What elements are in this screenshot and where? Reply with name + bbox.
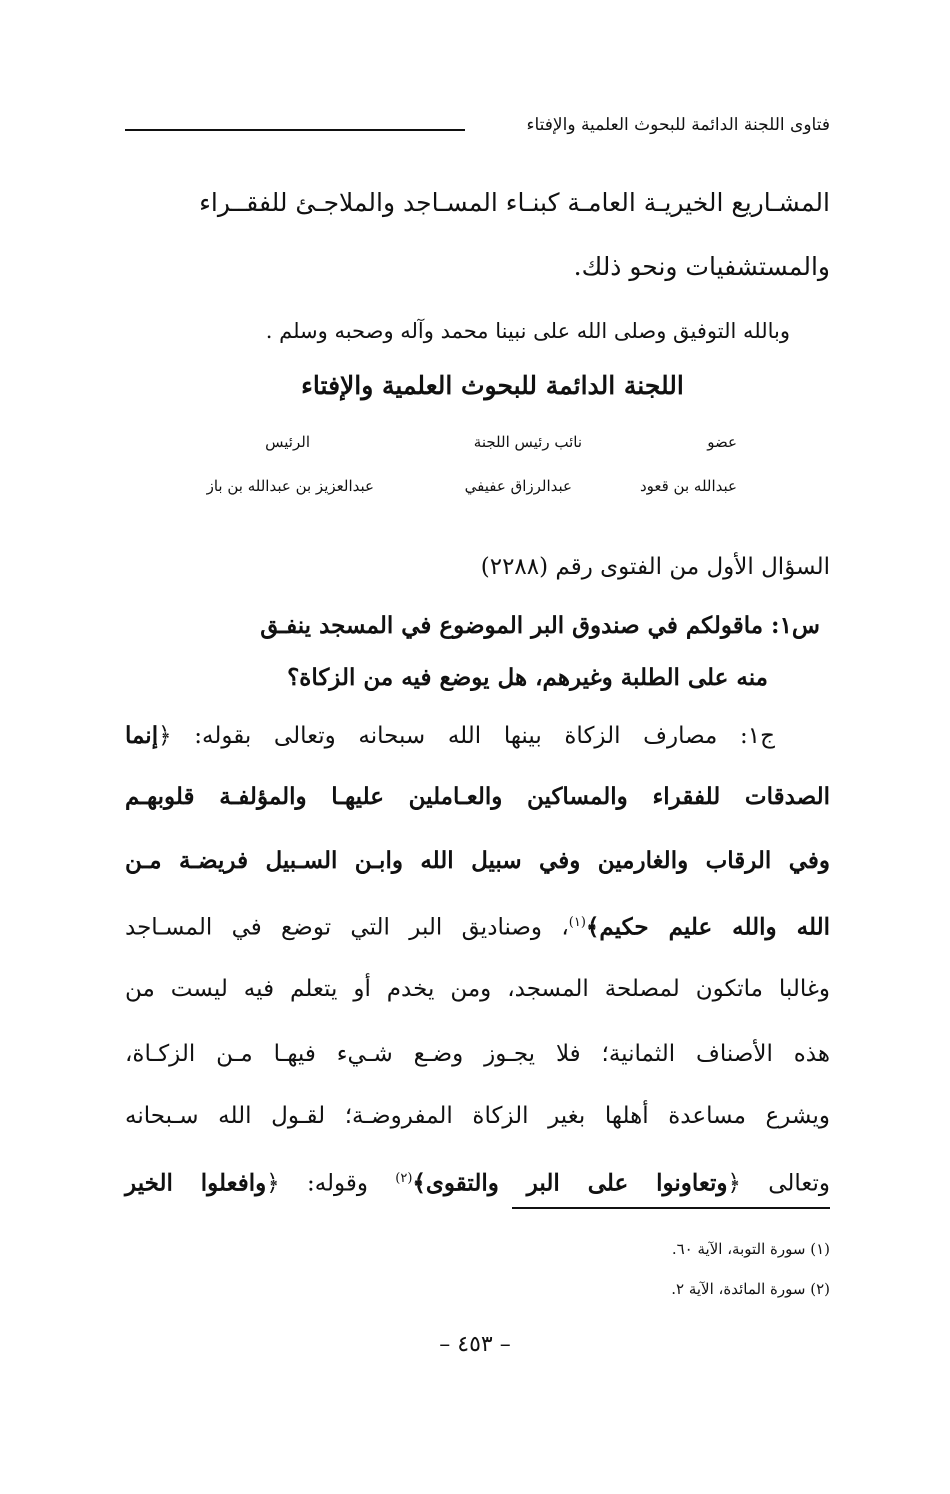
member-3-name: عبدالعزيز بن عبدالله بن باز [206,477,374,495]
answer-line-6: هذه الأصناف الثمانية؛ فلا يجـوز وضـع شـيء فيهـا مـن الزكـاة، [125,1041,830,1067]
body-line-1: المشـاريع الخيريـة العامـة كبنـاء المسـاجد والملاجـئ للفقــراء [199,188,830,217]
question-title: السؤال الأول من الفتوى رقم (٢٢٨٨) [480,554,830,580]
member-1-name: عبدالله بن قعود [639,477,737,495]
question-line-2: منه على الطلبة وغيرهم، هل يوضع فيه من الزكاة؟ [287,664,768,691]
member-2-name: عبدالرزاق عفيفي [464,477,572,495]
committee-name: اللجنة الدائمة للبحوث العلمية والإفتاء [301,371,684,400]
footnote-2: (٢) سورة المائدة، الآية ٢. [671,1280,830,1298]
footnote-1: (١) سورة التوبة، الآية ٦٠. [671,1240,830,1258]
answer-line-4: الله والله عليم حكيم﴾$^{(١)}$، وصناديق البر التي توضع في المسـاجد [125,913,830,941]
answer-line-2: الصدقات للفقراء والمساكين والعـاملين عليهـا والمؤلفـة قلوبهـم [125,783,830,810]
answer-line-8: وتعالى ﴿وتعاونوا على البر والتقوى﴾$^{(٢)}$ وقوله: ﴿وافعلوا الخير [125,1169,830,1197]
closing-prayer: وبالله التوفيق وصلى الله على نبينا محمد وآله وصحبه وسلم . [265,319,790,343]
page-number: – ٤٥٣ – [439,1332,511,1357]
header-title: فتاوى اللجنة الدائمة للبحوث العلمية والإفتاء [526,115,830,135]
page-header [125,112,830,144]
answer-line-7: ويشرع مساعدة أهلها بغير الزكاة المفروضـة؛ لقـول الله سـبحانه [125,1103,830,1129]
body-line-2: والمستشفيات ونحو ذلك. [573,252,830,281]
footnote-rule [512,1207,830,1209]
member-2-role: نائب رئيس اللجنة [473,433,582,451]
header-rule [125,129,465,131]
footnote-ref-1: (١) [568,915,586,930]
answer-line-3: وفي الرقاب والغارمين وفي سبيل الله وابـن السـبيل فريضـة مـن [125,847,830,874]
answer-line-1: ج١: مصارف الزكاة بينها الله سبحانه وتعالى بقوله: ﴿إنما [125,722,775,749]
answer-line-5: وغالبا ماتكون لمصلحة المسجد، ومن يخدم أو يتعلم فيه ليست من [125,976,830,1002]
question-line-1: س١: ماقولكم في صندوق البر الموضوع في المسجد ينفـق [260,612,820,639]
footnote-ref-2: (٢) [395,1171,413,1186]
member-3-role: الرئيس [265,433,310,451]
member-1-role: عضو [707,433,737,451]
